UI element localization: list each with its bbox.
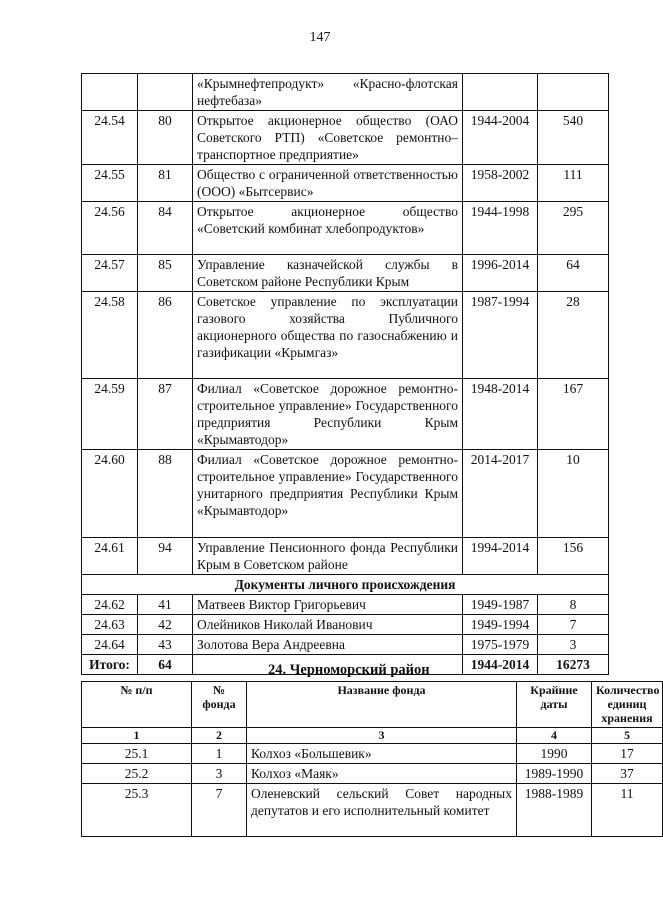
date-range: 1990	[517, 744, 592, 764]
header-fond-number: № фонда	[192, 682, 247, 728]
row-number: 24.60	[82, 450, 138, 538]
header-row-number: № п/п	[82, 682, 192, 728]
unit-count: 3	[538, 635, 609, 655]
total-label: Итого:	[82, 655, 138, 675]
row-number: 24.58	[82, 292, 138, 379]
unit-count: 28	[538, 292, 609, 379]
date-range: 1944-1998	[463, 202, 538, 255]
row-number: 24.57	[82, 255, 138, 292]
column-number-row	[82, 728, 663, 744]
personal-documents-heading: Документы личного происхождения	[82, 575, 609, 595]
date-range: 1944-2004	[463, 111, 538, 165]
table-row	[82, 165, 609, 202]
fond-name: Золотова Вера Андреевна	[193, 635, 463, 655]
section-header-row	[82, 575, 609, 595]
fond-number: 94	[138, 538, 193, 575]
row-number: 24.54	[82, 111, 138, 165]
fond-number	[138, 74, 193, 111]
table-row	[82, 784, 663, 837]
date-range: 1987-1994	[463, 292, 538, 379]
fond-name: Управление Пенсионного фонда Республики Крым в Советском районе	[193, 538, 463, 575]
fond-number: 84	[138, 202, 193, 255]
row-number: 25.2	[82, 764, 192, 784]
section-title: 24. Черноморский район	[268, 662, 430, 678]
header-unit-count: Количество единиц хранения	[592, 682, 663, 728]
date-range: 1975-1979	[463, 635, 538, 655]
unit-count: 8	[538, 595, 609, 615]
row-number: 24.55	[82, 165, 138, 202]
fond-number: 81	[138, 165, 193, 202]
date-range: 1996-2014	[463, 255, 538, 292]
unit-count: 64	[538, 255, 609, 292]
header-date-range: Крайние даты	[517, 682, 592, 728]
unit-count: 540	[538, 111, 609, 165]
unit-count: 111	[538, 165, 609, 202]
unit-count: 7	[538, 615, 609, 635]
column-number: 2	[192, 728, 247, 744]
fond-number: 80	[138, 111, 193, 165]
archive-table-1	[81, 73, 609, 675]
date-range: 1994-2014	[463, 538, 538, 575]
fond-number: 1	[192, 744, 247, 764]
fond-name: Открытое акционерное общество «Советский комбинат хлебопродуктов»	[193, 202, 463, 255]
header-row	[82, 682, 663, 728]
row-number: 24.64	[82, 635, 138, 655]
table-row	[82, 255, 609, 292]
date-range: 1958-2002	[463, 165, 538, 202]
date-range	[463, 74, 538, 111]
column-number: 3	[247, 728, 517, 744]
fond-name: Олейников Николай Иванович	[193, 615, 463, 635]
row-number: 24.61	[82, 538, 138, 575]
date-range: 1949-1994	[463, 615, 538, 635]
date-range: 1988-1989	[517, 784, 592, 837]
table-row	[82, 379, 609, 450]
fond-name: Советское управление по эксплуатации газового хозяйства Публичного акционерного общества по газоснабжению и газификации «Крымгаз»	[193, 292, 463, 379]
table-row	[82, 615, 609, 635]
row-number: 24.59	[82, 379, 138, 450]
unit-count	[538, 74, 609, 111]
fond-number: 43	[138, 635, 193, 655]
header-fond-name: Название фонда	[247, 682, 517, 728]
unit-count: 17	[592, 744, 663, 764]
row-number	[82, 74, 138, 111]
fond-number: 87	[138, 379, 193, 450]
row-number: 24.56	[82, 202, 138, 255]
row-number: 24.63	[82, 615, 138, 635]
row-number: 25.1	[82, 744, 192, 764]
fond-number: 88	[138, 450, 193, 538]
unit-count: 37	[592, 764, 663, 784]
archive-table-2	[81, 681, 663, 837]
total-fond-count: 64	[138, 655, 193, 675]
unit-count: 167	[538, 379, 609, 450]
table-row	[82, 202, 609, 255]
fond-number: 41	[138, 595, 193, 615]
column-number: 4	[517, 728, 592, 744]
fond-name: Филиал «Советское дорожное ремонтно-строительное управление» Государственного унитарного предприятия Республики Крым «Крымавтодор»	[193, 450, 463, 538]
row-number: 24.62	[82, 595, 138, 615]
fond-number: 3	[192, 764, 247, 784]
fond-name: «Крымнефтепродукт» «Красно-флотская нефтебаза»	[193, 74, 463, 111]
column-number: 1	[82, 728, 192, 744]
unit-count: 11	[592, 784, 663, 837]
fond-name: Открытое акционерное общество (ОАО Советского РТП) «Советское ремонтно–транспортное предприятие»	[193, 111, 463, 165]
fond-number: 86	[138, 292, 193, 379]
date-range: 2014-2017	[463, 450, 538, 538]
fond-name: Матвеев Виктор Григорьевич	[193, 595, 463, 615]
table-row	[82, 595, 609, 615]
fond-name: Филиал «Советское дорожное ремонтно-строительное управление» Государственного предприятия Республики Крым «Крымавтодор»	[193, 379, 463, 450]
total-unit-count: 16273	[538, 655, 609, 675]
table-row	[82, 744, 663, 764]
table-row	[82, 74, 609, 111]
table-row	[82, 635, 609, 655]
fond-name: Колхоз «Большевик»	[247, 744, 517, 764]
unit-count: 295	[538, 202, 609, 255]
table-row	[82, 538, 609, 575]
date-range: 1989-1990	[517, 764, 592, 784]
fond-name: Управление казначейской службы в Советском районе Республики Крым	[193, 255, 463, 292]
total-date-range: 1944-2014	[463, 655, 538, 675]
fond-name: Оленевский сельский Совет народных депутатов и его исполнительный комитет	[247, 784, 517, 837]
table-row	[82, 111, 609, 165]
table-row	[82, 764, 663, 784]
row-number: 25.3	[82, 784, 192, 837]
fond-name: Колхоз «Маяк»	[247, 764, 517, 784]
fond-name: Общество с ограниченной ответственностью (ООО) «Бытсервис»	[193, 165, 463, 202]
fond-number: 85	[138, 255, 193, 292]
date-range: 1949-1987	[463, 595, 538, 615]
unit-count: 10	[538, 450, 609, 538]
page-number: 147	[309, 30, 331, 45]
fond-number: 7	[192, 784, 247, 837]
table-row	[82, 450, 609, 538]
unit-count: 156	[538, 538, 609, 575]
table-row	[82, 292, 609, 379]
column-number: 5	[592, 728, 663, 744]
date-range: 1948-2014	[463, 379, 538, 450]
fond-number: 42	[138, 615, 193, 635]
